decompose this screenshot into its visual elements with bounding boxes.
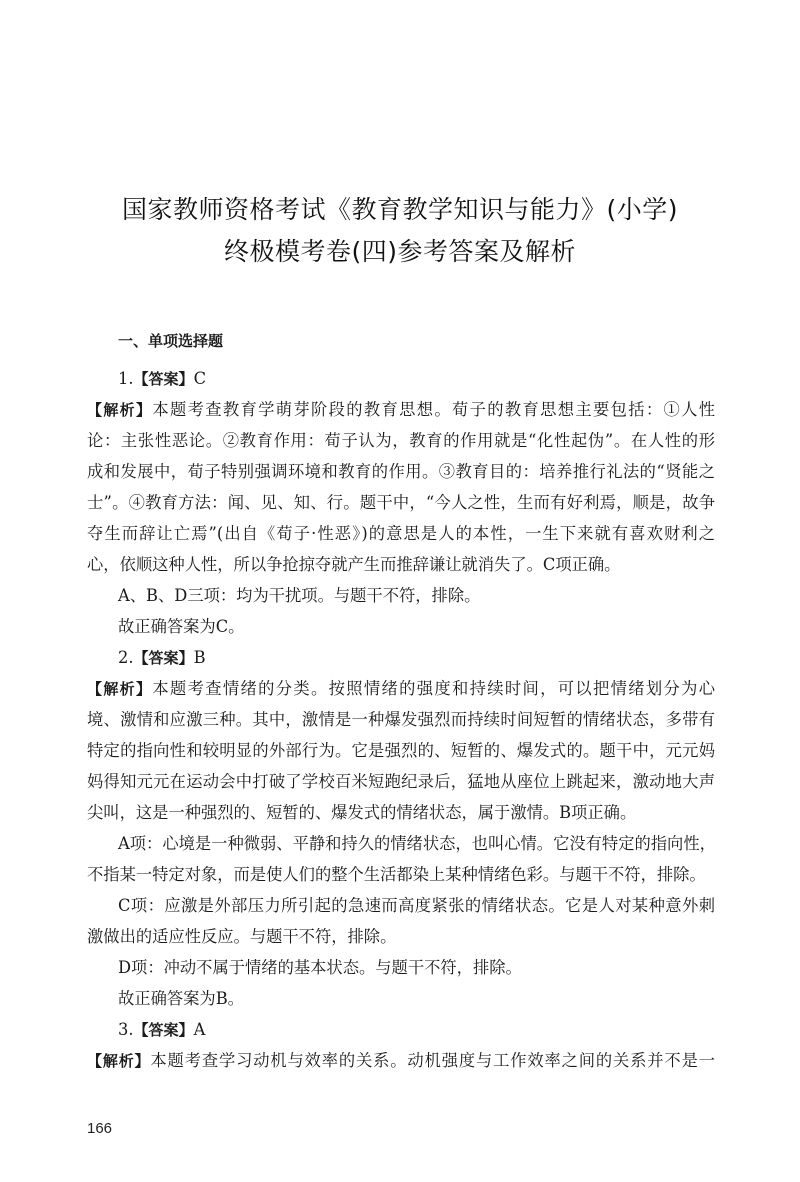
- q2-analysis-first-line: 【解析】本题考查情绪的分类。按照情绪的强度和持续时间，可以把情绪划分为心: [87, 679, 715, 698]
- q1-answer-tag: 【答案】: [133, 370, 194, 388]
- q2-number: 2.: [118, 648, 134, 667]
- q1-distractors: A、B、D三项：均为干扰项。与题干不符，排除。: [118, 586, 481, 605]
- q1-number: 1.: [118, 369, 134, 388]
- q2-analysis-tag: 【解析】: [87, 680, 153, 698]
- q3-answer-tag: 【答案】: [133, 1021, 194, 1039]
- q3-analysis-first-line: 【解析】本题考查学习动机与效率的关系。动机强度与工作效率之间的关系并不是一: [87, 1051, 715, 1070]
- q1-analysis-line: 心，依顺这种人性，所以争抢掠夺就产生而推辞谦让就消失了。C项正确。: [87, 555, 621, 574]
- q1-answer-line: [118, 363, 715, 395]
- section-heading: 一、单项选择题: [118, 332, 224, 350]
- q1-analysis-tag: 【解析】: [87, 401, 153, 419]
- q1-analysis-first-line: 【解析】本题考查教育学萌芽阶段的教育思想。荀子的教育思想主要包括：①人性: [87, 400, 715, 419]
- q2-conclusion: 故正确答案为B。: [118, 989, 244, 1008]
- q2-option-d: D项：冲动不属于情绪的基本状态。与题干不符，排除。: [118, 958, 522, 977]
- q1-answer: C: [193, 369, 207, 388]
- q3-number: 3.: [118, 1020, 134, 1039]
- q1-analysis-line: 夺生而辞让亡焉”(出自《荀子·性恶》)的意思是人的本性，一生下来就有喜欢财利之: [87, 524, 715, 543]
- q2-option-a-first: A项：心境是一种微弱、平静和持久的情绪状态，也叫心情。它没有特定的指向性，: [118, 834, 716, 853]
- q2-analysis-line: 境、激情和应激三种。其中，激情是一种爆发强烈而持续时间短暂的情绪状态，多带有: [87, 710, 715, 729]
- q2-answer-tag: 【答案】: [133, 649, 194, 667]
- q1-analysis-line: 士”。④教育方法：闻、见、知、行。题干中，“今人之性，生而有好利焉，顺是，故争: [87, 493, 715, 512]
- q1-analysis-line: 论：主张性恶论。②教育作用：荀子认为，教育的作用就是“化性起伪”。在人性的形: [87, 431, 715, 450]
- q3-analysis-tag: 【解析】: [87, 1052, 151, 1070]
- q1-analysis-line: 成和发展中，荀子特别强调环境和教育的作用。③教育目的：培养推行礼法的“贤能之: [87, 462, 715, 481]
- q2-answer-line: [118, 642, 715, 674]
- q1-conclusion: 故正确答案为C。: [118, 617, 245, 636]
- q2-answer: B: [193, 648, 206, 667]
- document-title-line-2: 终极模考卷(四)参考答案及解析: [223, 237, 576, 266]
- page-number: 166: [87, 1120, 113, 1137]
- q3-answer-line: [118, 1014, 715, 1046]
- document-title-line-1: 国家教师资格考试《教育教学知识与能力》(小学): [121, 195, 678, 224]
- q2-option-a-second: 不指某一特定对象，而是使人们的整个生活都染上某种情绪色彩。与题干不符，排除。: [87, 865, 706, 884]
- q2-option-c-first: C项：应激是外部压力所引起的急速而高度紧张的情绪状态。它是人对某种意外刺: [118, 896, 715, 915]
- q3-answer: A: [193, 1020, 206, 1039]
- q2-option-c-second: 激做出的适应性反应。与题干不符，排除。: [87, 927, 397, 946]
- q2-analysis-line: 尖叫，这是一种强烈的、短暂的、爆发式的情绪状态，属于激情。B项正确。: [87, 803, 637, 822]
- q2-analysis-line: 妈得知元元在运动会中打破了学校百米短跑纪录后，猛地从座位上跳起来，激动地大声: [87, 772, 715, 791]
- q2-analysis-line: 特定的指向性和较明显的外部行为。它是强烈的、短暂的、爆发式的。题干中，元元妈: [87, 741, 715, 760]
